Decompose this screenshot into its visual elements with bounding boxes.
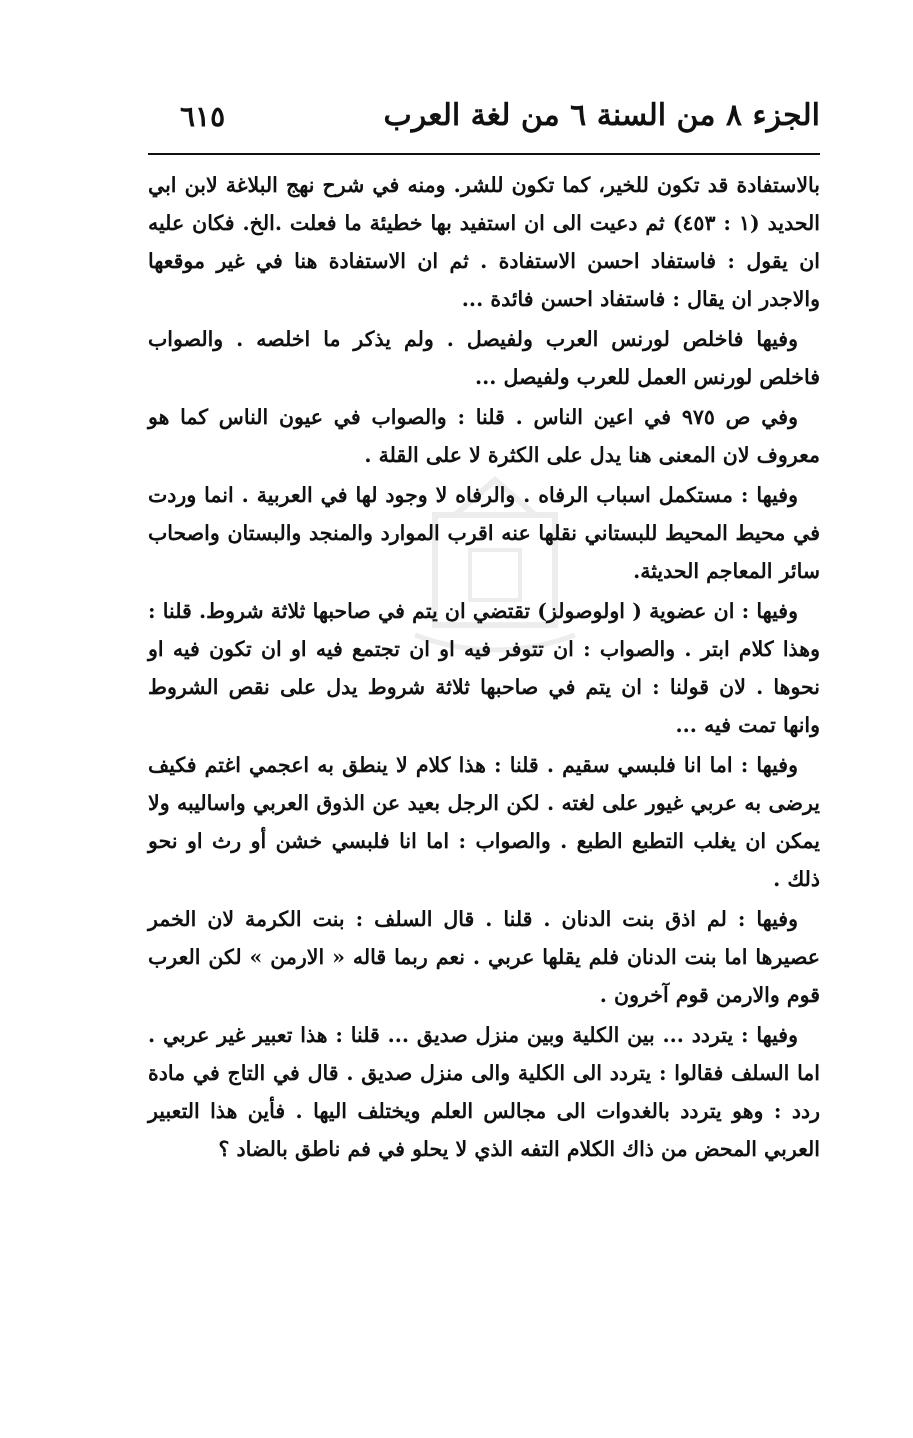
page-header	[150, 98, 820, 150]
header-rule	[148, 153, 820, 155]
article-body	[148, 166, 820, 1170]
paragraph: بالاستفادة قد تكون للخير، كما تكون للشر. ومنه في شرح نهج البلاغة لابن ابي الحديد (١ : ٤٥٣) ثم دعيت الى ان استفيد بها خطيئة ما فعلت .الخ. فكان عليه ان يقول : فاستفاد احسن الاستفادة . ثم ان الاستفادة هنا في غير موقعها والاجدر ان يقال : فاستفاد احسن فائدة ...	[148, 173, 821, 311]
paragraph: وفي ص ٩٧٥ في اعين الناس . قلنا : والصواب في عيون الناس كما هو معروف لان المعنى هنا يدل على الكثرة لا على القلة .	[148, 405, 820, 467]
paragraph: وفيها : اما انا فلبسي سقيم . قلنا : هذا كلام لا ينطق به اعجمي اغتم فكيف يرضى به عربي غيور على لغته . لكن الرجل بعيد عن الذوق العربي واساليبه ولا يمكن ان يغلب التطبع الطبع . والصواب : اما انا فلبسي خشن أو رث او نحو ذلك .	[148, 753, 820, 891]
paragraph: وفيها : يتردد ... بين الكلية وبين منزل صديق ... قلنا : هذا تعبير غير عربي . اما السلف فقالوا : يتردد الى الكلية والى منزل صديق . قال في التاج في مادة ردد : وهو يتردد بالغدوات الى مجالس العلم ويختلف اليها . فأين هذا التعبير العربي المحض من ذاك الكلام التفه الذي لا يحلو في فم ناطق بالضاد ؟	[148, 1023, 820, 1161]
paragraph: وفيها : لم اذق بنت الدنان . قلنا . قال السلف : بنت الكرمة لان الخمر عصيرها اما بنت الدنان فلم يقلها عربي . نعم ربما قاله « الارمن » لكن العرب قوم والارمن قوم آخرون .	[148, 907, 820, 1007]
paragraph: وفيها : مستكمل اسباب الرفاه . والرفاه لا وجود لها في العربية . انما وردت في محيط المحيط للبستاني نقلها عنه اقرب الموارد والمنجد والبستان واصحاب سائر المعاجم الحديثة.	[148, 483, 820, 583]
running-title: الجزء ٨ من السنة ٦ من لغة العرب	[383, 98, 820, 133]
page-number: ٦١٥	[180, 100, 226, 133]
paragraph: وفيها : ان عضوية ( اولوصولز) تقتضي ان يتم في صاحبها ثلاثة شروط. قلنا : وهذا كلام ابتر . والصواب : ان تتوفر فيه او ان تجتمع فيه او ان تكون فيه او نحوها . لان قولنا : ان يتم في صاحبها ثلاثة شروط يدل على نقص الشروط وانها تمت فيه ...	[148, 599, 820, 737]
paragraph: وفيها فاخلص لورنس العرب ولفيصل . ولم يذكر ما اخلصه . والصواب فاخلص لورنس العمل للعرب ولفيصل ...	[148, 327, 820, 389]
